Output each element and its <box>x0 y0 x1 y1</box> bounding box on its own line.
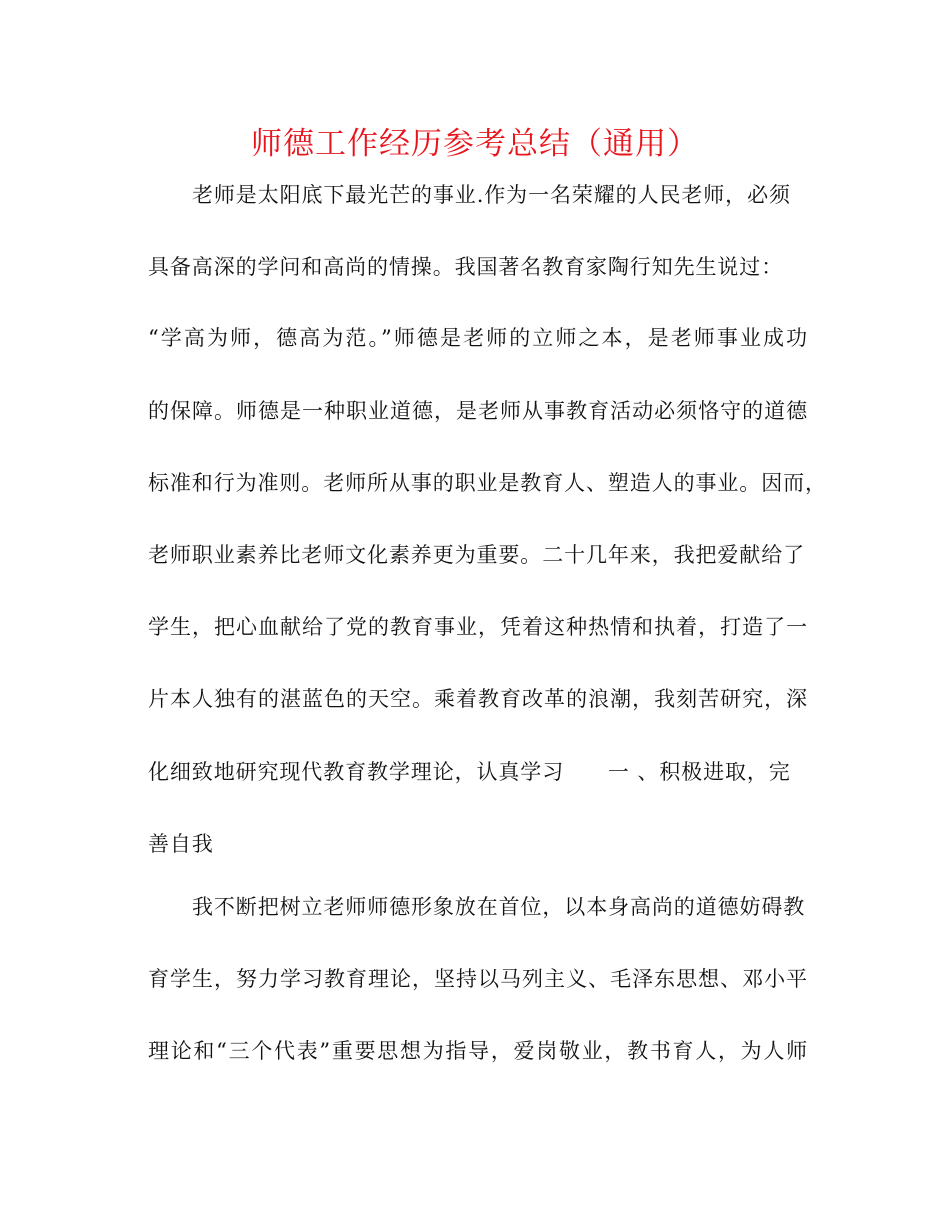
paragraph-line-11: 我不断把树立老师师德形象放在首位，以本身高尚的道德妨碍教 <box>192 895 806 919</box>
paragraph-line-2: 具备高深的学问和高尚的情操。我国著名教育家陶行知先生说过： <box>148 255 784 279</box>
paragraph-line-8: 片本人独有的湛蓝色的天空。乘着教育改革的浪潮，我刻苦研究，深 <box>148 687 808 711</box>
paragraph-line-3: “学高为师，德高为范。”师德是老师的立师之本，是老师事业成功 <box>148 326 808 350</box>
paragraph-line-13: 理论和“三个代表”重要思想为指导，爱岗敬业，教书育人，为人师 <box>148 1039 808 1063</box>
paragraph-line-10: 善自我 <box>148 832 214 856</box>
paragraph-line-5: 标准和行为准则。老师所从事的职业是教育人、塑造人的事业。因而， <box>148 471 827 495</box>
paragraph-line-7: 学生，把心血献给了党的教育事业，凭着这种热情和执着，打造了一 <box>148 615 808 639</box>
paragraph-line-9: 化细致地研究现代教育教学理论，认真学习 一 、积极进取，完 <box>148 760 791 784</box>
paragraph-line-6: 老师职业素养比老师文化素养更为重要。二十几年来，我把爱献给了 <box>148 543 805 567</box>
paragraph-line-1: 老师是太阳底下最光芒的事业.作为一名荣耀的人民老师，必须 <box>192 183 791 207</box>
paragraph-line-12: 育学生，努力学习教育理论，坚持以马列主义、毛泽东思想、邓小平 <box>148 967 808 991</box>
document-title: 师德工作经历参考总结（通用） <box>251 126 699 162</box>
paragraph-line-4: 的保障。师德是一种职业道德，是老师从事教育活动必须恪守的道德 <box>148 399 808 423</box>
